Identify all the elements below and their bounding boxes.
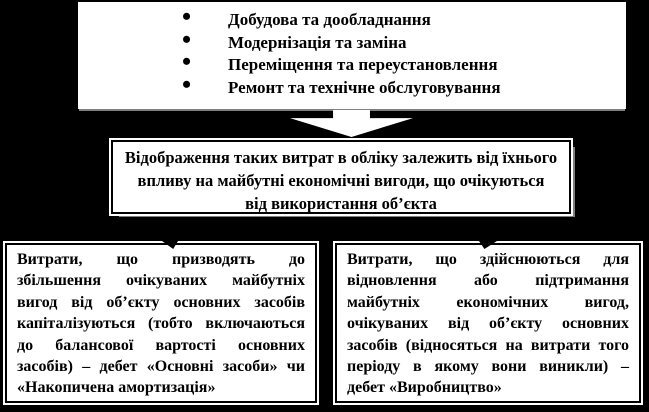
capitalized-costs-line: засобів) – дебет «Основні засоби» чи	[17, 358, 305, 376]
list-item	[78, 2, 626, 32]
list-item	[78, 24, 626, 55]
expense-types-list	[78, 2, 626, 99]
capitalized-costs-line: збільшення очікуваних майбутніх	[17, 272, 305, 290]
expensed-costs-line: дебет «Виробництво»	[347, 379, 502, 397]
expensed-costs-box	[335, 243, 641, 403]
expensed-costs-line: відновлення або підтримання	[347, 272, 629, 290]
list-item-label: Переміщення та переустановлення	[228, 55, 498, 74]
expensed-costs-line: засобів (відносяться на витрати того	[347, 336, 629, 354]
expensed-costs-line: Витрати, що здійснюються для	[347, 251, 629, 268]
list-item-label: Добудова та дообладнання	[228, 10, 431, 29]
bullet-icon: •	[182, 2, 192, 31]
bullet-icon: •	[182, 24, 192, 54]
accounting-rule-line: впливу на майбутні економічні вигоди, що очікуються	[137, 171, 545, 190]
expensed-costs-line: майбутніх економічних вигод,	[347, 293, 629, 311]
bullet-icon: •	[182, 69, 192, 99]
expensed-costs-line: очікуваних від об’єкту основних	[347, 315, 629, 333]
capitalized-costs-line: Витрати, що призводять до	[17, 251, 305, 268]
bullet-icon: •	[182, 47, 192, 76]
expense-types-box	[78, 2, 626, 109]
accounting-rule-line: Відображення таких витрат в обліку залежить від їхнього	[124, 148, 558, 167]
expensed-costs-line: періоду в якому вони виникли) –	[347, 358, 629, 376]
accounting-rule-line: від використання об’єкта	[245, 194, 437, 213]
accounting-rule-box	[111, 140, 571, 214]
capitalized-costs-line: до балансової вартості основних	[17, 336, 305, 354]
capitalized-costs-line: вигод від об’єкту основних засобів	[17, 293, 305, 311]
down-arrow-icon	[290, 110, 413, 137]
capitalized-costs-line: «Накопичена амортизація»	[17, 379, 216, 397]
list-item-label: Ремонт та технічне обслуговування	[228, 77, 501, 97]
list-item	[78, 47, 626, 77]
list-item-label: Модернізація та заміна	[228, 32, 407, 52]
capitalized-costs-line: капіталізуються (тобто включаються	[17, 315, 305, 333]
list-item	[78, 69, 626, 100]
capitalized-costs-box	[5, 243, 317, 403]
